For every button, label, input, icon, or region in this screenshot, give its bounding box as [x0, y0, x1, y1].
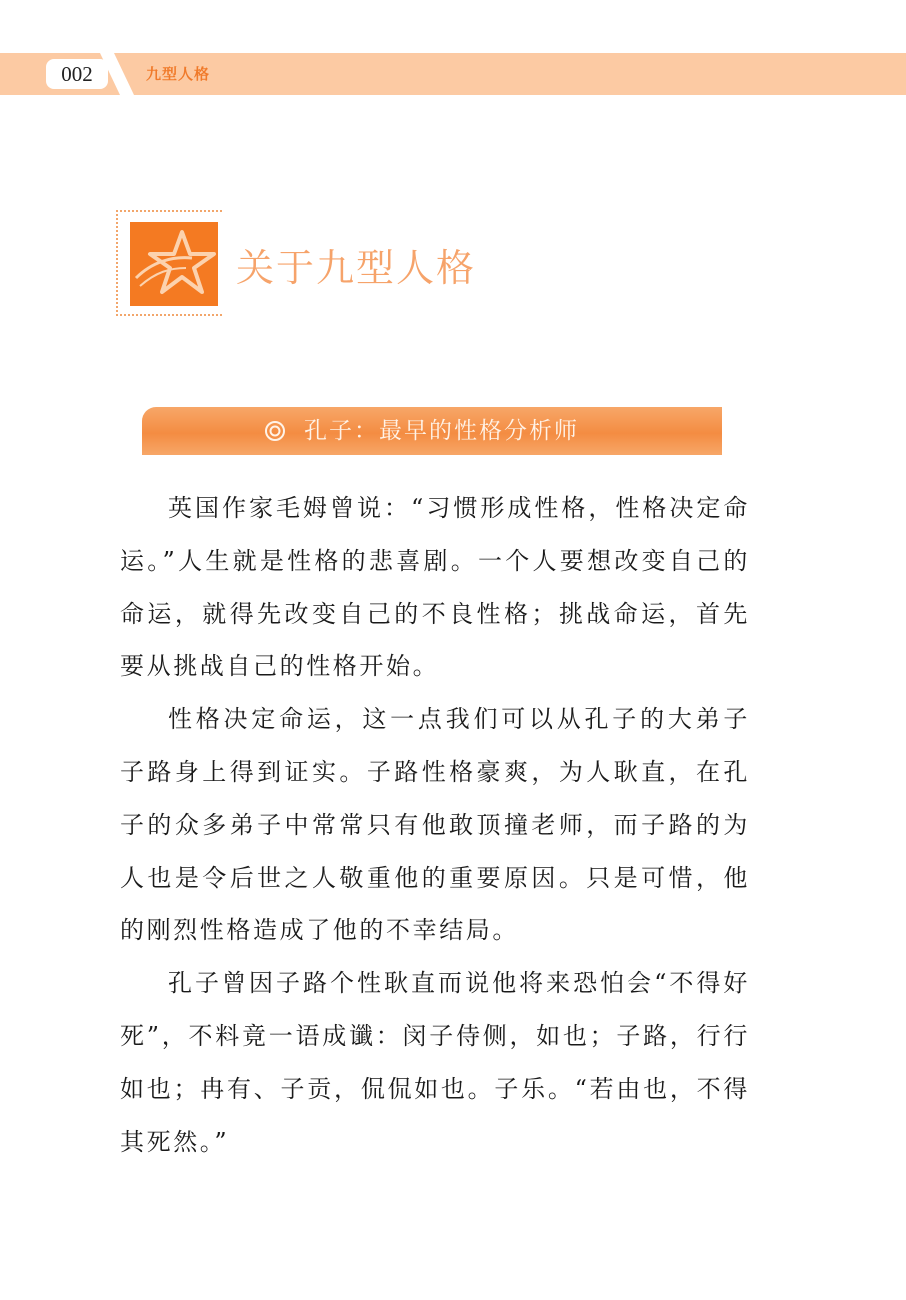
body-text	[120, 482, 750, 1168]
page-number: 002	[46, 59, 108, 89]
paragraph: 孔子曾因子路个性耿直而说他将来恐怕会“不得好死”，不料竟一语成谶：闵子侍侧，如也；子路，行行如也；冉有、子贡，侃侃如也。子乐。“若由也，不得其死然。”	[120, 969, 750, 1156]
running-title: 九型人格	[146, 65, 211, 83]
star-logo-icon	[130, 222, 218, 306]
paragraph: 英国作家毛姆曾说：“习惯形成性格，性格决定命运。”人生就是性格的悲喜剧。一个人要想改变自己的命运，就得先改变自己的不良性格；挑战命运，首先要从挑战自己的性格开始。	[120, 494, 750, 681]
paragraph: 性格决定命运，这一点我们可以从孔子的大弟子子路身上得到证实。子路性格豪爽，为人耿直，在孔子的众多弟子中常常只有他敢顶撞老师，而子路的为人也是令后世之人敬重他的重要原因。只是可惜，他的刚烈性格造成了他的不幸结局。	[120, 705, 750, 945]
chapter-title: 关于九型人格	[236, 246, 477, 290]
double-circle-icon	[264, 420, 286, 442]
section-title: 孔子：最早的性格分析师	[304, 418, 579, 444]
